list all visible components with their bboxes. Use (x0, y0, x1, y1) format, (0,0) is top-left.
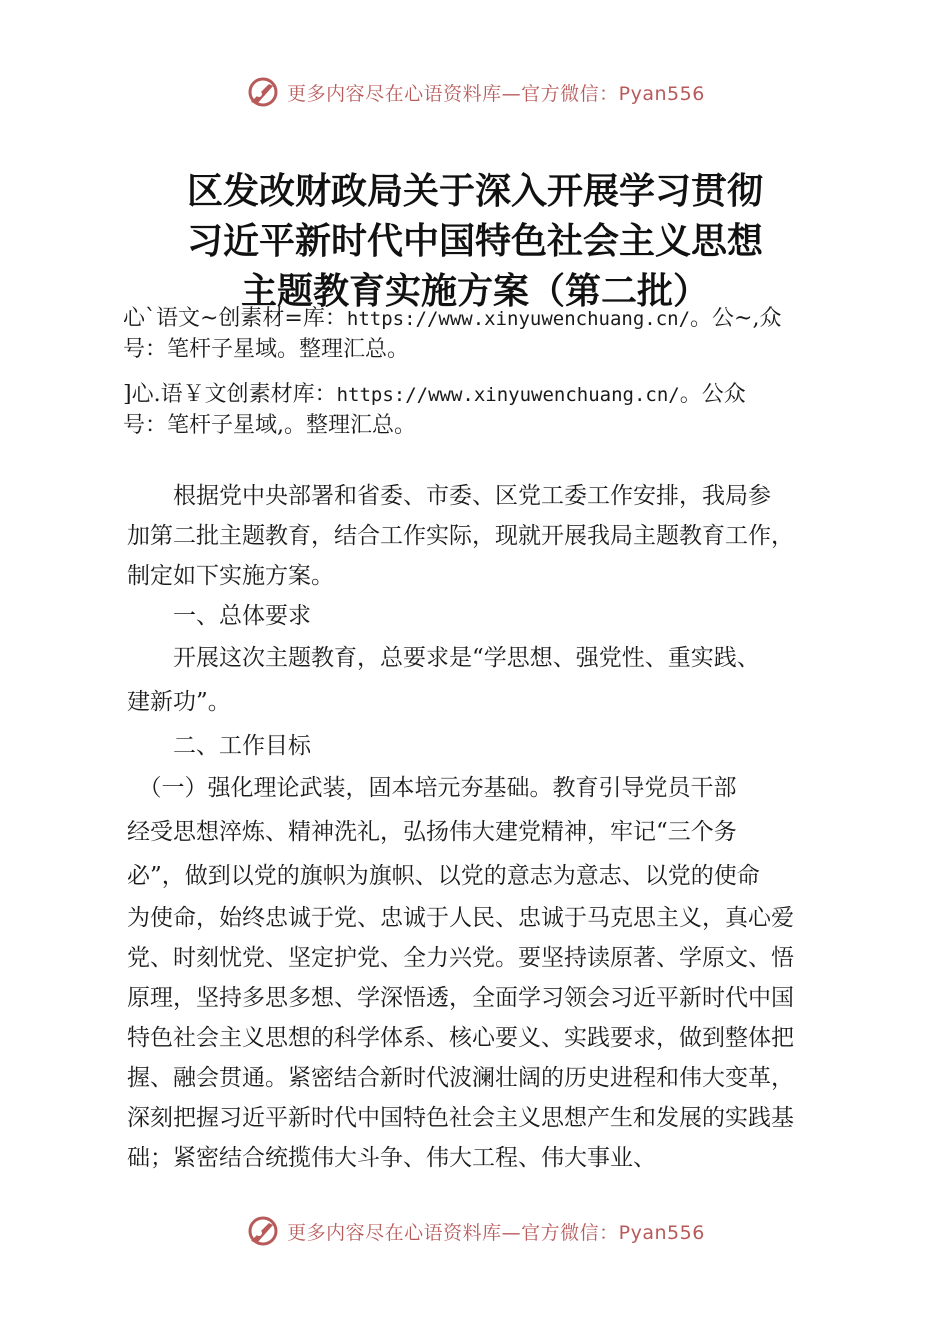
body-line: 建新功”。 (127, 689, 231, 715)
body-line: 握、融会贯通。紧密结合新时代波澜壮阔的历史进程和伟大变革， (127, 1065, 794, 1091)
source-line-2: 号：笔杆子星域。整理汇总。 (123, 337, 410, 362)
footer-banner-text: 更多内容尽在心语资料库—官方微信：Pyan556 (287, 1221, 705, 1244)
source-url: https://www.xinyuwenchuang.cn/ (336, 384, 680, 406)
subsection-heading: （一）强化理论武装，固本培元夯基础。教育引导党员干部 (127, 775, 737, 801)
body-line: 础；紧密结合统揽伟大斗争、伟大工程、伟大事业、 (127, 1145, 656, 1171)
title-line-2: 习近平新时代中国特色社会主义思想 (186, 220, 763, 262)
header-banner-text: 更多内容尽在心语资料库—官方微信：Pyan556 (287, 82, 705, 105)
section-heading: 一、总体要求 (127, 603, 311, 629)
source-line-1: 心`语文~创素材=库：https://www.xinyuwenchuang.cn/。公~,众 (123, 306, 782, 331)
body-line: 特色社会主义思想的科学体系、核心要义、实践要求，做到整体把 (127, 1025, 794, 1051)
section-heading: 二、工作目标 (127, 733, 311, 759)
source-line-4: 号：笔杆子星域,。整理汇总。 (123, 413, 416, 438)
body-line: 加第二批主题教育，结合工作实际，现就开展我局主题教育工作， (127, 523, 794, 549)
ink-brush-logo-icon (245, 74, 281, 110)
document-title (0, 166, 950, 316)
body-line: 根据党中央部署和省委、市委、区党工委工作安排，我局参 (127, 483, 771, 509)
body-line: 深刻把握习近平新时代中国特色社会主义思想产生和发展的实践基 (127, 1105, 794, 1131)
body-line: 制定如下实施方案。 (127, 563, 334, 589)
body-line: 原理，坚持多思多想、学深悟透，全面学习领会习近平新时代中国 (127, 985, 794, 1011)
body-line: 经受思想淬炼、精神洗礼，弘扬伟大建党精神，牢记“三个务 (127, 819, 737, 845)
ink-brush-logo-icon (245, 1213, 281, 1249)
footer-banner (0, 1211, 950, 1251)
source-url: https://www.xinyuwenchuang.cn/ (346, 308, 691, 330)
title-line-1: 区发改财政局关于深入开展学习贯彻 (186, 170, 763, 212)
title-line-3: 主题教育实施方案（第二批） (240, 270, 709, 312)
body-line: 为使命，始终忠诚于党、忠诚于人民、忠诚于马克思主义，真心爱 (127, 905, 794, 931)
source-line-3: ]心.语￥文创素材库：https://www.xinyuwenchuang.cn/。公众 (123, 382, 746, 407)
body-line: 开展这次主题教育，总要求是“学思想、强党性、重实践、 (127, 645, 760, 671)
header-banner (0, 72, 950, 112)
body-line: 必”，做到以党的旗帜为旗帜、以党的意志为意志、以党的使命 (127, 863, 760, 889)
body-line: 党、时刻忧党、坚定护党、全力兴党。要坚持读原著、学原文、悟 (127, 945, 794, 971)
